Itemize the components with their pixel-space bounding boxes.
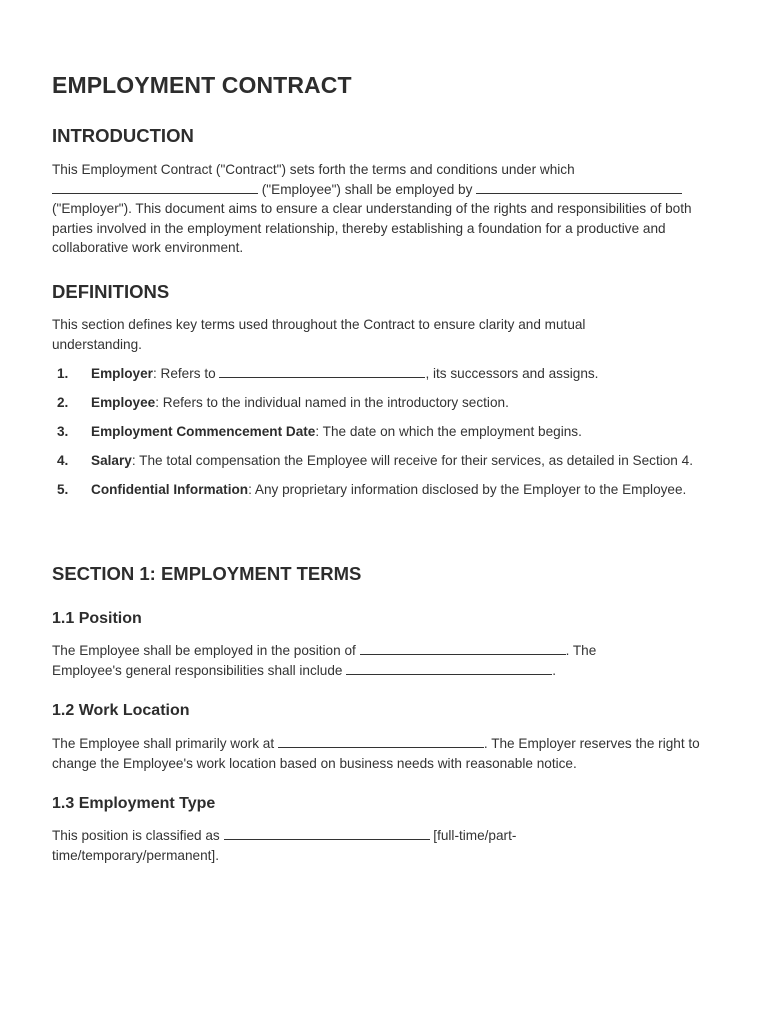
- employment-type-text: [full-time/part-time/temporary/permanent].: [52, 828, 517, 863]
- introduction-heading: INTRODUCTION: [52, 125, 194, 146]
- definition-item: [52, 364, 720, 384]
- definition-text: , its successors and assigns.: [425, 366, 599, 381]
- definition-number: 5.: [57, 482, 69, 497]
- employment-type-blank[interactable]: [224, 827, 430, 840]
- definition-term: Confidential Information: [91, 482, 249, 497]
- definitions-intro: This section defines key terms used throughout the Contract to ensure clarity and mutual understanding.: [52, 317, 586, 352]
- position-text: . The Employee's general responsibilities shall include: [52, 643, 597, 678]
- position-paragraph: [52, 641, 652, 680]
- definition-text: : Refers to: [152, 366, 220, 381]
- definition-text: : Any proprietary information disclosed by the Employer to the Employee.: [248, 482, 687, 497]
- definition-item: [52, 393, 720, 413]
- employment-type-heading: 1.3 Employment Type: [52, 795, 216, 812]
- work-location-heading: 1.2 Work Location: [52, 702, 190, 719]
- definition-item: [52, 480, 720, 500]
- position-text: .: [552, 662, 557, 678]
- work-location-blank[interactable]: [278, 735, 484, 748]
- introduction-paragraph: [52, 160, 720, 258]
- definition-item: [52, 422, 720, 442]
- document-title: EMPLOYMENT CONTRACT: [52, 72, 352, 98]
- work-location-text: The Employee shall primarily work at: [52, 736, 278, 751]
- definition-term: Employee: [91, 395, 156, 410]
- intro-text-2: ("Employee") shall be employed by: [258, 181, 477, 197]
- position-title-blank[interactable]: [360, 642, 566, 655]
- definition-term: Salary: [91, 453, 132, 468]
- definitions-list: [52, 364, 720, 500]
- work-location-text: . The Employer reserves the right to change the Employee's work location based on business needs with reasonable notice.: [52, 736, 700, 771]
- position-heading: 1.1 Position: [52, 610, 142, 627]
- intro-text-1: This Employment Contract ("Contract") sets forth the terms and conditions under which: [52, 162, 575, 177]
- definition-text: : The total compensation the Employee will receive for their services, as detailed in Section 4.: [131, 453, 693, 468]
- definition-item: [52, 451, 720, 471]
- definition-term: Employment Commencement Date: [91, 424, 316, 439]
- position-text: The Employee shall be employed in the position of: [52, 643, 360, 658]
- section1-heading: SECTION 1: EMPLOYMENT TERMS: [52, 563, 362, 584]
- definition-text: : Refers to the individual named in the introductory section.: [155, 395, 509, 410]
- definition-number: 4.: [57, 453, 69, 468]
- employer-definition-blank[interactable]: [219, 365, 425, 378]
- intro-text-3: ("Employer"). This document aims to ensure a clear understanding of the rights and responsibilities of both parties involved in the employment relationship, thereby establishing a foundation for a productive and collaborative work environment.: [52, 201, 692, 255]
- definition-number: 3.: [57, 424, 69, 439]
- work-location-paragraph: [52, 734, 720, 773]
- definitions-heading: DEFINITIONS: [52, 281, 170, 302]
- definition-term: Employer: [91, 366, 153, 381]
- employee-name-blank[interactable]: [52, 181, 258, 194]
- definition-text: : The date on which the employment begins.: [315, 424, 582, 439]
- employment-type-text: This position is classified as: [52, 828, 224, 843]
- definition-number: 2.: [57, 395, 69, 410]
- responsibilities-blank[interactable]: [346, 662, 552, 675]
- employment-type-paragraph: [52, 826, 562, 865]
- employer-name-blank[interactable]: [476, 181, 682, 194]
- definition-number: 1.: [57, 366, 69, 381]
